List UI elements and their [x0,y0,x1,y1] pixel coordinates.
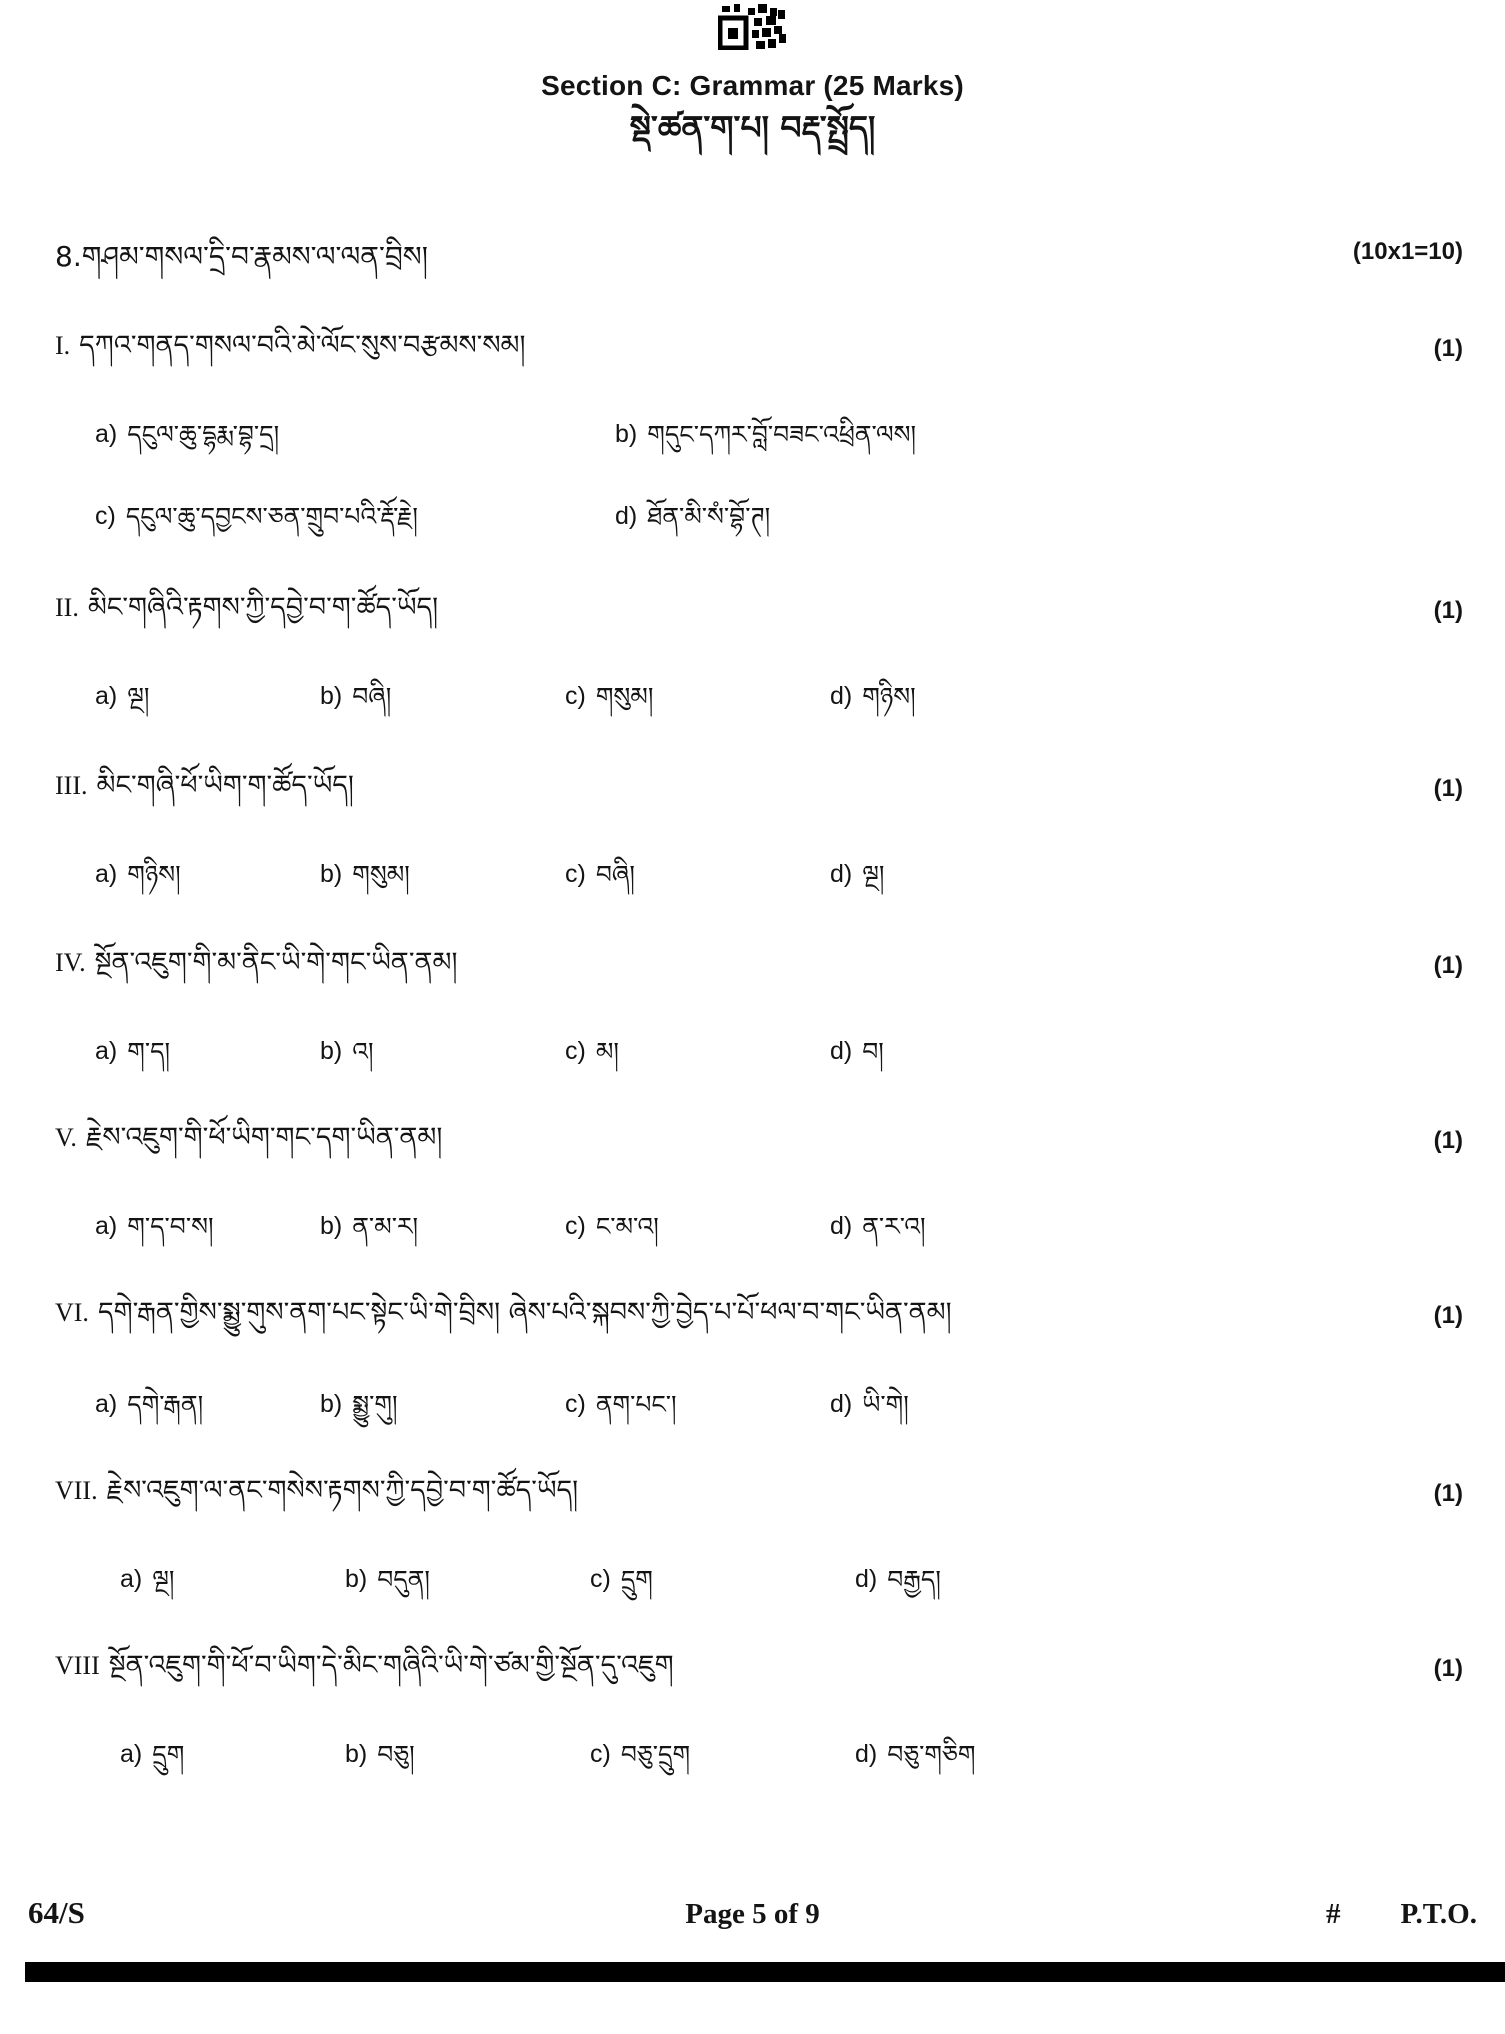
option-text: ལྔ། [152,1565,175,1594]
option-label: c) [565,1212,586,1240]
option-text: དྲུག [152,1740,185,1769]
option-label: c) [565,1390,586,1418]
option-text: གསུམ། [352,860,410,889]
option-b [345,1563,590,1597]
option-c [95,500,615,534]
option-text: དངུལ་ཆུ་དྷརྨ་བྷ་དྲ། [127,420,280,449]
option-a [95,1210,320,1244]
question-VIII-options [120,1738,1463,1772]
option-text: བཅུ་གཅིག [887,1740,976,1769]
option-label: c) [95,502,116,530]
option-c [565,1210,830,1244]
page-indicator: Page 5 of 9 [685,1898,820,1930]
option-label: a) [95,420,118,448]
option-text: ལྔ། [127,682,150,711]
option-label: b) [320,1390,343,1418]
question-VIII-marks: (1) [1433,1655,1463,1682]
question-VI-options [95,1388,1463,1422]
question-numeral: III. [55,771,88,800]
option-a [120,1738,345,1772]
question-III [55,768,1355,804]
question-VI [55,1295,1385,1331]
option-label: c) [590,1565,611,1593]
option-label: d) [830,1037,853,1065]
question-text: མིང་གཞི་ཕོ་ཡིག་ག་ཚོད་ཡོད། [96,770,354,801]
section-title: Section C: Grammar (25 Marks) [541,70,964,101]
option-text: ན་མ་ར། [352,1212,419,1241]
option-b [320,858,565,892]
option-c [565,1035,830,1069]
option-b [320,680,565,714]
option-d [830,858,1463,892]
option-label: a) [120,1565,143,1593]
option-text: ག་ད་བ་ས། [127,1212,214,1241]
option-a [120,1563,345,1597]
option-text: ནག་པང་། [595,1390,677,1419]
option-label: b) [320,1037,343,1065]
option-d [830,1388,1463,1422]
option-label: a) [95,1390,118,1418]
option-text: ཡི་གེ། [862,1390,909,1419]
option-text: དགེ་རྒན། [127,1390,204,1419]
question-numeral: V. [55,1123,77,1152]
option-label: b) [345,1565,368,1593]
instruction-marks: (10x1=10) [1352,238,1463,265]
option-label: b) [320,682,343,710]
option-label: a) [95,1212,118,1240]
option-text: སྨྱུ་གུ། [352,1390,398,1419]
question-text: དཀའ་གནད་གསལ་བའི་མེ་ལོང་སུས་བརྩམས་སམ། [79,330,526,361]
option-c [590,1563,855,1597]
option-label: c) [565,860,586,888]
option-b [320,1035,565,1069]
hash-mark: # [1325,1898,1341,1930]
option-text: བདུན། [377,1565,430,1594]
option-a [95,1388,320,1422]
option-b [320,1210,565,1244]
question-VII-marks: (1) [1433,1480,1463,1507]
option-text: གདུང་དཀར་བློ་བཟང་འཕྲིན་ལས། [647,420,917,449]
option-text: མ། [595,1037,619,1066]
option-b [320,1388,565,1422]
question-V-marks: (1) [1433,1127,1463,1154]
qr-code-icon [718,4,788,54]
question-VI-marks: (1) [1433,1302,1463,1329]
option-label: d) [830,682,853,710]
option-label: a) [95,860,118,888]
option-label: b) [320,860,343,888]
instruction-row [55,238,1463,276]
question-I-options-row-2 [95,500,1463,534]
question-numeral: IV. [55,948,86,977]
question-I-marks: (1) [1433,335,1463,362]
option-label: c) [565,682,586,710]
option-c [590,1738,855,1772]
option-text: ག་ད། [127,1037,171,1066]
option-text: བཅུ། [377,1740,415,1769]
question-numeral: VIII [55,1651,100,1680]
question-I [55,328,1355,364]
question-VII-options [120,1563,1463,1597]
option-text: གཉིས། [127,860,181,889]
option-b [345,1738,590,1772]
option-d [830,1035,1463,1069]
option-label: b) [345,1740,368,1768]
option-a [95,680,320,714]
question-II [55,590,1355,626]
question-numeral: I. [55,331,71,360]
option-label: a) [120,1740,143,1768]
option-label: d) [830,1390,853,1418]
paper-code: 64/S [28,1895,85,1930]
option-label: a) [95,682,118,710]
bottom-rule [25,1962,1505,1982]
option-text: བཞི། [352,682,392,711]
question-III-marks: (1) [1433,775,1463,802]
section-subtitle-tibetan: སྡེ་ཚན་ག་པ། བརྡ་སྤྲོད། [629,108,876,147]
option-text: བཞི། [595,860,635,889]
question-numeral: VII. [55,1476,98,1505]
option-text: དྲུག [620,1565,653,1594]
option-d [855,1563,1463,1597]
option-text: གསུམ། [595,682,654,711]
option-a [95,858,320,892]
option-label: b) [615,420,638,448]
option-label: d) [830,860,853,888]
instruction-number: 8. [55,240,82,273]
question-IV-options [95,1035,1463,1069]
question-IV-marks: (1) [1433,952,1463,979]
option-label: d) [615,502,638,530]
option-label: d) [830,1212,853,1240]
option-text: བརྒྱད། [887,1565,941,1594]
question-IV [55,945,1355,981]
question-numeral: II. [55,593,79,622]
question-II-options [95,680,1463,714]
option-d [615,500,1463,534]
question-V [55,1120,1355,1156]
option-c [565,1388,830,1422]
option-text: གཉིས། [862,682,916,711]
option-d [830,680,1463,714]
question-II-marks: (1) [1433,597,1463,624]
option-text: དངུལ་ཆུ་དབྱངས་ཅན་གྲུབ་པའི་རྡོ་རྗེ། [125,502,418,531]
question-text: དགེ་རྒན་གྱིས་སྨྱུ་གུས་ནག་པང་སྟེང་ཡི་གེ་བྲིས། ཞེས་པའི་སྐབས་ཀྱི་བྱེད་པ་པོ་ཕལ་བ་གང་ཡིན་ནམ། [97,1297,952,1328]
option-text: ཐོན་མི་སཾ་བྷོ་ཊ། [647,502,771,531]
option-a [95,418,615,452]
option-text: ང་མ་འ། [595,1212,659,1241]
question-VII [55,1473,1355,1509]
question-text: རྗེས་འཇུག་གི་ཕོ་ཡིག་གང་དག་ཡིན་ནམ། [85,1122,443,1153]
option-label: c) [590,1740,611,1768]
option-a [95,1035,320,1069]
option-text: བཅུ་དྲུག [620,1740,691,1769]
option-text: ན་ར་འ། [862,1212,926,1241]
option-text: བ། [862,1037,884,1066]
option-d [855,1738,1463,1772]
pto-label: P.T.O. [1400,1898,1477,1930]
option-text: འ། [352,1037,374,1066]
option-c [565,858,830,892]
question-numeral: VI. [55,1298,89,1327]
question-III-options [95,858,1463,892]
option-label: d) [855,1740,878,1768]
question-text: རྗེས་འཇུག་ལ་ནང་གསེས་རྟགས་ཀྱི་དབྱེ་བ་ག་ཚོད་ཡོད། [106,1475,579,1506]
page-footer [28,1895,1477,1931]
option-text: ལྔ། [862,860,885,889]
question-V-options [95,1210,1463,1244]
question-VIII [55,1648,1355,1684]
option-label: a) [95,1037,118,1065]
instruction-text: 8.གཤམ་གསལ་དྲི་བ་རྣམས་ལ་ལན་བྲིས། [55,240,428,273]
option-c [565,680,830,714]
question-I-options-row-1 [95,418,1463,452]
option-d [830,1210,1463,1244]
question-text: སྔོན་འཇུག་གི་མ་ནིང་ཡི་གེ་གང་ཡིན་ནམ། [94,947,458,978]
question-text: མིང་གཞིའི་རྟགས་ཀྱི་དབྱེ་བ་ག་ཚོད་ཡོད། [87,592,439,623]
option-label: b) [320,1212,343,1240]
option-label: d) [855,1565,878,1593]
question-text: སྔོན་འཇུག་གི་ཕོ་བ་ཡིག་དེ་མིང་གཞིའི་ཡི་གེ་ཙམ་གྱི་སྔོན་དུ་འཇུག [108,1650,674,1681]
option-label: c) [565,1037,586,1065]
option-b [615,418,1463,452]
